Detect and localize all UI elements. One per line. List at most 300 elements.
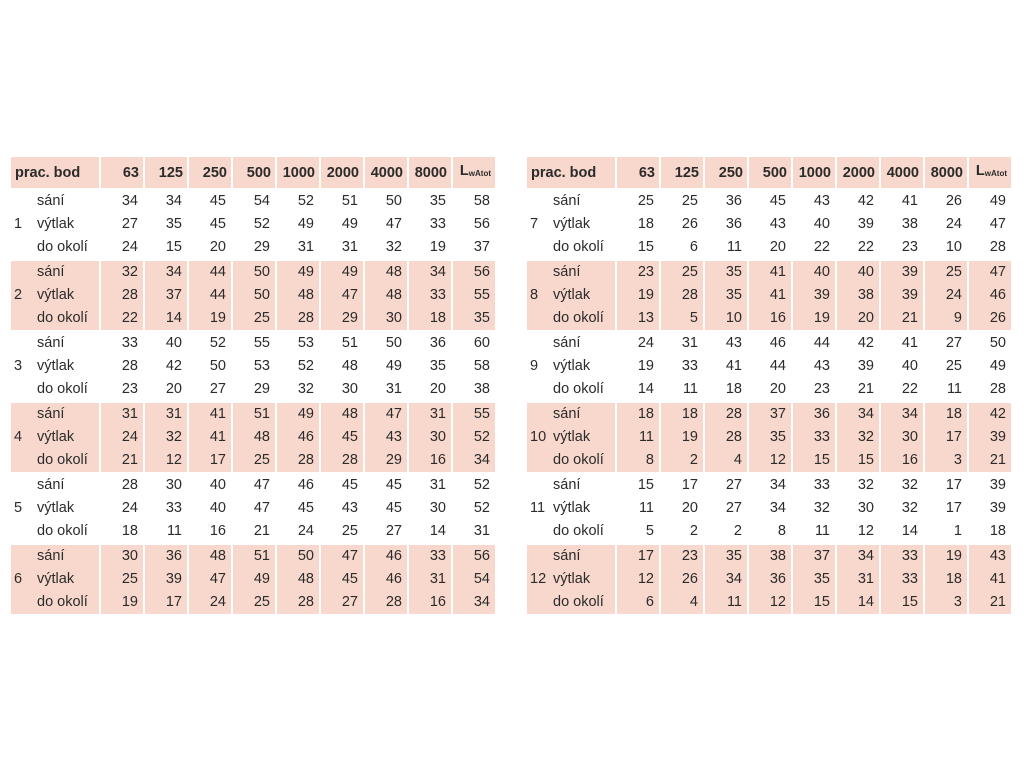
value-cell: 33 <box>879 545 923 568</box>
value-cell: 48 <box>363 284 407 307</box>
value-cell: 20 <box>187 236 231 261</box>
header-freq: 4000 <box>879 157 923 190</box>
point-number <box>527 474 551 497</box>
value-cell: 23 <box>879 236 923 261</box>
value-cell: 28 <box>363 591 407 616</box>
header-freq: 63 <box>615 157 659 190</box>
header-freq: 250 <box>703 157 747 190</box>
value-cell: 48 <box>319 403 363 426</box>
value-cell: 28 <box>703 426 747 449</box>
total-cell: 49 <box>967 355 1011 378</box>
table-row <box>11 520 495 545</box>
value-cell: 42 <box>835 190 879 213</box>
value-cell: 14 <box>615 378 659 403</box>
value-cell: 15 <box>791 591 835 616</box>
total-cell: 28 <box>967 378 1011 403</box>
row-label: do okolí <box>35 591 99 616</box>
value-cell: 12 <box>615 568 659 591</box>
value-cell: 31 <box>835 568 879 591</box>
value-cell: 12 <box>143 449 187 474</box>
value-cell: 20 <box>407 378 451 403</box>
total-cell: 55 <box>451 284 495 307</box>
row-label: sání <box>37 193 65 209</box>
row-label: výtlak <box>553 500 591 516</box>
row-label: sání <box>35 545 99 568</box>
row-label: do okolí <box>551 236 615 261</box>
table-row <box>527 497 1011 520</box>
value-cell: 17 <box>923 426 967 449</box>
table-row <box>527 568 1011 591</box>
header-freq: 250 <box>187 157 231 190</box>
row-label: výtlak <box>553 216 591 232</box>
value-cell: 16 <box>879 449 923 474</box>
total-cell: 34 <box>451 591 495 616</box>
table-row <box>11 284 495 307</box>
value-cell: 51 <box>231 545 275 568</box>
value-cell: 35 <box>143 213 187 236</box>
table-row <box>527 545 1011 568</box>
point-number: 5 <box>14 500 23 516</box>
value-cell: 31 <box>407 403 451 426</box>
value-cell: 27 <box>187 378 231 403</box>
value-cell: 28 <box>275 307 319 332</box>
value-cell: 23 <box>791 378 835 403</box>
value-cell: 9 <box>923 307 967 332</box>
value-cell: 18 <box>923 403 967 426</box>
value-cell: 46 <box>363 568 407 591</box>
point-number: 10 <box>527 426 551 449</box>
row-label: výtlak <box>551 426 615 449</box>
value-cell: 43 <box>703 332 747 355</box>
value-cell: 55 <box>231 332 275 355</box>
value-cell: 41 <box>187 426 231 449</box>
point-number: 1 <box>14 216 23 232</box>
table-row <box>527 426 1011 449</box>
row-label: sání <box>553 193 581 209</box>
value-cell: 25 <box>231 449 275 474</box>
value-cell: 19 <box>923 545 967 568</box>
total-cell: 41 <box>967 568 1011 591</box>
value-cell: 33 <box>407 545 451 568</box>
table-row <box>527 474 1011 497</box>
value-cell: 39 <box>143 568 187 591</box>
value-cell: 19 <box>99 591 143 616</box>
table-row <box>527 261 1011 284</box>
point-number: 9 <box>530 358 539 374</box>
total-cell: 37 <box>451 236 495 261</box>
value-cell: 48 <box>187 545 231 568</box>
value-cell: 52 <box>231 213 275 236</box>
total-cell: 56 <box>451 213 495 236</box>
value-cell: 18 <box>923 568 967 591</box>
value-cell: 21 <box>835 378 879 403</box>
value-cell: 44 <box>187 284 231 307</box>
value-cell: 26 <box>659 568 703 591</box>
point-number: 8 <box>527 284 551 307</box>
total-cell: 52 <box>451 426 495 449</box>
value-cell: 1 <box>923 520 967 545</box>
header-total-sub: wAtot <box>984 169 1007 178</box>
value-cell: 18 <box>703 378 747 403</box>
value-cell: 33 <box>407 213 451 236</box>
value-cell: 36 <box>703 213 747 236</box>
total-cell: 52 <box>451 497 495 520</box>
value-cell: 25 <box>99 568 143 591</box>
row-label: do okolí <box>35 449 99 474</box>
value-cell: 50 <box>187 355 231 378</box>
value-cell: 20 <box>747 236 791 261</box>
value-cell: 33 <box>143 497 187 520</box>
value-cell: 20 <box>835 307 879 332</box>
row-label: do okolí <box>551 307 615 332</box>
value-cell: 3 <box>923 591 967 616</box>
value-cell: 17 <box>659 474 703 497</box>
point-number <box>527 378 551 403</box>
total-cell: 35 <box>451 307 495 332</box>
value-cell: 34 <box>747 474 791 497</box>
value-cell: 48 <box>275 568 319 591</box>
value-cell: 54 <box>231 190 275 213</box>
value-cell: 34 <box>879 403 923 426</box>
value-cell: 20 <box>143 378 187 403</box>
value-cell: 11 <box>923 378 967 403</box>
row-label: do okolí <box>551 591 615 616</box>
value-cell: 32 <box>99 261 143 284</box>
point-number: 2 <box>11 284 35 307</box>
value-cell: 35 <box>703 261 747 284</box>
value-cell: 25 <box>231 591 275 616</box>
value-cell: 28 <box>99 284 143 307</box>
total-cell: 18 <box>967 520 1011 545</box>
value-cell: 50 <box>363 332 407 355</box>
value-cell: 15 <box>143 236 187 261</box>
value-cell: 40 <box>879 355 923 378</box>
value-cell: 49 <box>275 403 319 426</box>
header-point: prac. bod <box>11 157 99 190</box>
value-cell: 35 <box>791 568 835 591</box>
value-cell: 17 <box>143 591 187 616</box>
value-cell: 15 <box>835 449 879 474</box>
value-cell: 31 <box>659 332 703 355</box>
value-cell: 24 <box>187 591 231 616</box>
value-cell: 37 <box>747 403 791 426</box>
table-row <box>527 213 1011 236</box>
total-cell: 58 <box>451 355 495 378</box>
table-row <box>11 378 495 403</box>
table-row <box>11 307 495 332</box>
value-cell: 42 <box>835 332 879 355</box>
table-row <box>527 236 1011 261</box>
value-cell: 47 <box>231 497 275 520</box>
value-cell: 12 <box>747 591 791 616</box>
header-freq: 2000 <box>319 157 363 190</box>
value-cell: 43 <box>791 355 835 378</box>
value-cell: 41 <box>747 261 791 284</box>
value-cell: 40 <box>143 332 187 355</box>
value-cell: 4 <box>659 591 703 616</box>
value-cell: 47 <box>187 568 231 591</box>
value-cell: 25 <box>659 190 703 213</box>
value-cell: 52 <box>275 190 319 213</box>
value-cell: 37 <box>143 284 187 307</box>
value-cell: 48 <box>363 261 407 284</box>
value-cell: 19 <box>407 236 451 261</box>
total-cell: 26 <box>967 307 1011 332</box>
header-point: prac. bod <box>527 157 615 190</box>
total-cell: 47 <box>967 213 1011 236</box>
total-cell: 60 <box>451 332 495 355</box>
table-row <box>11 474 495 497</box>
table-row <box>527 378 1011 403</box>
row-label: do okolí <box>35 520 99 545</box>
value-cell: 39 <box>879 261 923 284</box>
value-cell: 18 <box>659 403 703 426</box>
value-cell: 16 <box>747 307 791 332</box>
value-cell: 28 <box>99 355 143 378</box>
header-total <box>967 157 1011 190</box>
value-cell: 19 <box>615 355 659 378</box>
table-row <box>527 284 1011 307</box>
value-cell: 25 <box>615 190 659 213</box>
row-label: sání <box>37 335 65 351</box>
value-cell: 38 <box>879 213 923 236</box>
total-cell: 52 <box>451 474 495 497</box>
row-label: výtlak <box>35 426 99 449</box>
value-cell: 8 <box>747 520 791 545</box>
value-cell: 11 <box>615 426 659 449</box>
header-freq: 63 <box>99 157 143 190</box>
point-number: 4 <box>11 426 35 449</box>
table-row <box>527 403 1011 426</box>
value-cell: 16 <box>187 520 231 545</box>
header-freq: 500 <box>747 157 791 190</box>
value-cell: 34 <box>143 261 187 284</box>
table-row <box>11 213 495 236</box>
value-cell: 41 <box>747 284 791 307</box>
header-freq: 1000 <box>275 157 319 190</box>
value-cell: 15 <box>879 591 923 616</box>
total-cell: 46 <box>967 284 1011 307</box>
point-number <box>11 307 35 332</box>
value-cell: 28 <box>319 449 363 474</box>
value-cell: 31 <box>275 236 319 261</box>
value-cell: 40 <box>187 474 231 497</box>
value-cell: 32 <box>835 426 879 449</box>
value-cell: 27 <box>319 591 363 616</box>
value-cell: 47 <box>363 403 407 426</box>
value-cell: 53 <box>231 355 275 378</box>
value-cell: 44 <box>791 332 835 355</box>
value-cell: 38 <box>835 284 879 307</box>
table-row <box>11 426 495 449</box>
value-cell: 36 <box>791 403 835 426</box>
value-cell: 14 <box>143 307 187 332</box>
header-freq: 2000 <box>835 157 879 190</box>
header-total <box>451 157 495 190</box>
value-cell: 46 <box>363 545 407 568</box>
value-cell: 25 <box>319 520 363 545</box>
value-cell: 34 <box>143 190 187 213</box>
value-cell: 47 <box>319 284 363 307</box>
value-cell: 27 <box>703 474 747 497</box>
table-row <box>11 591 495 616</box>
row-label: do okolí <box>551 378 615 403</box>
value-cell: 45 <box>747 190 791 213</box>
value-cell: 6 <box>659 236 703 261</box>
value-cell: 45 <box>319 568 363 591</box>
value-cell: 39 <box>879 284 923 307</box>
value-cell: 50 <box>363 190 407 213</box>
value-cell: 43 <box>319 497 363 520</box>
total-cell: 39 <box>967 497 1011 520</box>
header-total-main: L <box>459 163 469 179</box>
point-number <box>527 332 551 355</box>
row-label: do okolí <box>551 449 615 474</box>
value-cell: 23 <box>99 378 143 403</box>
value-cell: 21 <box>99 449 143 474</box>
value-cell: 12 <box>747 449 791 474</box>
value-cell: 15 <box>615 474 659 497</box>
point-number: 3 <box>14 358 23 374</box>
value-cell: 49 <box>363 355 407 378</box>
value-cell: 28 <box>99 474 143 497</box>
row-label: sání <box>551 403 615 426</box>
value-cell: 45 <box>187 190 231 213</box>
value-cell: 36 <box>143 545 187 568</box>
value-cell: 44 <box>187 261 231 284</box>
value-cell: 5 <box>615 520 659 545</box>
total-cell: 28 <box>967 236 1011 261</box>
value-cell: 41 <box>879 332 923 355</box>
value-cell: 43 <box>363 426 407 449</box>
header-freq: 125 <box>659 157 703 190</box>
value-cell: 15 <box>791 449 835 474</box>
value-cell: 30 <box>407 426 451 449</box>
value-cell: 47 <box>363 213 407 236</box>
table-row <box>527 520 1011 545</box>
value-cell: 25 <box>231 307 275 332</box>
point-number <box>527 261 551 284</box>
row-label: výtlak <box>37 358 75 374</box>
noise-table-left <box>11 157 495 616</box>
value-cell: 52 <box>275 355 319 378</box>
value-cell: 40 <box>835 261 879 284</box>
row-label: výtlak <box>553 358 591 374</box>
value-cell: 18 <box>99 520 143 545</box>
header-freq: 8000 <box>407 157 451 190</box>
value-cell: 21 <box>879 307 923 332</box>
table-row <box>11 545 495 568</box>
point-number: 11 <box>530 500 546 516</box>
value-cell: 27 <box>363 520 407 545</box>
point-number <box>11 545 35 568</box>
value-cell: 42 <box>143 355 187 378</box>
row-label: do okolí <box>35 378 99 403</box>
value-cell: 46 <box>747 332 791 355</box>
table-row <box>527 307 1011 332</box>
value-cell: 18 <box>615 213 659 236</box>
value-cell: 14 <box>407 520 451 545</box>
total-cell: 47 <box>967 261 1011 284</box>
value-cell: 3 <box>923 449 967 474</box>
total-cell: 49 <box>967 190 1011 213</box>
total-cell: 54 <box>451 568 495 591</box>
table-row <box>11 568 495 591</box>
value-cell: 27 <box>923 332 967 355</box>
value-cell: 29 <box>363 449 407 474</box>
value-cell: 35 <box>407 355 451 378</box>
point-number <box>11 403 35 426</box>
value-cell: 50 <box>231 261 275 284</box>
value-cell: 36 <box>407 332 451 355</box>
value-cell: 17 <box>923 497 967 520</box>
value-cell: 41 <box>879 190 923 213</box>
value-cell: 45 <box>319 474 363 497</box>
value-cell: 33 <box>99 332 143 355</box>
table-row <box>11 449 495 474</box>
value-cell: 47 <box>231 474 275 497</box>
point-number: 7 <box>530 216 539 232</box>
row-label: výtlak <box>35 568 99 591</box>
point-number <box>527 403 551 426</box>
value-cell: 11 <box>659 378 703 403</box>
table-row <box>11 261 495 284</box>
value-cell: 25 <box>923 355 967 378</box>
value-cell: 35 <box>703 284 747 307</box>
point-number <box>11 236 35 261</box>
value-cell: 49 <box>231 568 275 591</box>
point-number <box>11 190 35 213</box>
row-label: sání <box>37 477 65 493</box>
value-cell: 40 <box>187 497 231 520</box>
value-cell: 46 <box>275 426 319 449</box>
point-number <box>11 449 35 474</box>
point-number: 6 <box>11 568 35 591</box>
row-label: výtlak <box>37 500 75 516</box>
value-cell: 11 <box>703 236 747 261</box>
value-cell: 30 <box>319 378 363 403</box>
value-cell: 17 <box>187 449 231 474</box>
total-cell: 39 <box>967 474 1011 497</box>
value-cell: 38 <box>747 545 791 568</box>
value-cell: 17 <box>923 474 967 497</box>
value-cell: 19 <box>615 284 659 307</box>
value-cell: 31 <box>99 403 143 426</box>
value-cell: 30 <box>835 497 879 520</box>
value-cell: 26 <box>923 190 967 213</box>
point-number <box>527 307 551 332</box>
row-label: sání <box>35 261 99 284</box>
point-number <box>11 474 35 497</box>
value-cell: 11 <box>143 520 187 545</box>
value-cell: 31 <box>143 403 187 426</box>
point-number <box>527 545 551 568</box>
total-cell: 56 <box>451 261 495 284</box>
value-cell: 24 <box>99 236 143 261</box>
value-cell: 2 <box>659 449 703 474</box>
value-cell: 36 <box>747 568 791 591</box>
value-cell: 51 <box>319 190 363 213</box>
value-cell: 22 <box>879 378 923 403</box>
total-cell: 43 <box>967 545 1011 568</box>
value-cell: 39 <box>835 213 879 236</box>
value-cell: 37 <box>791 545 835 568</box>
value-cell: 24 <box>923 284 967 307</box>
value-cell: 19 <box>659 426 703 449</box>
table-row <box>527 449 1011 474</box>
value-cell: 25 <box>659 261 703 284</box>
value-cell: 34 <box>99 190 143 213</box>
